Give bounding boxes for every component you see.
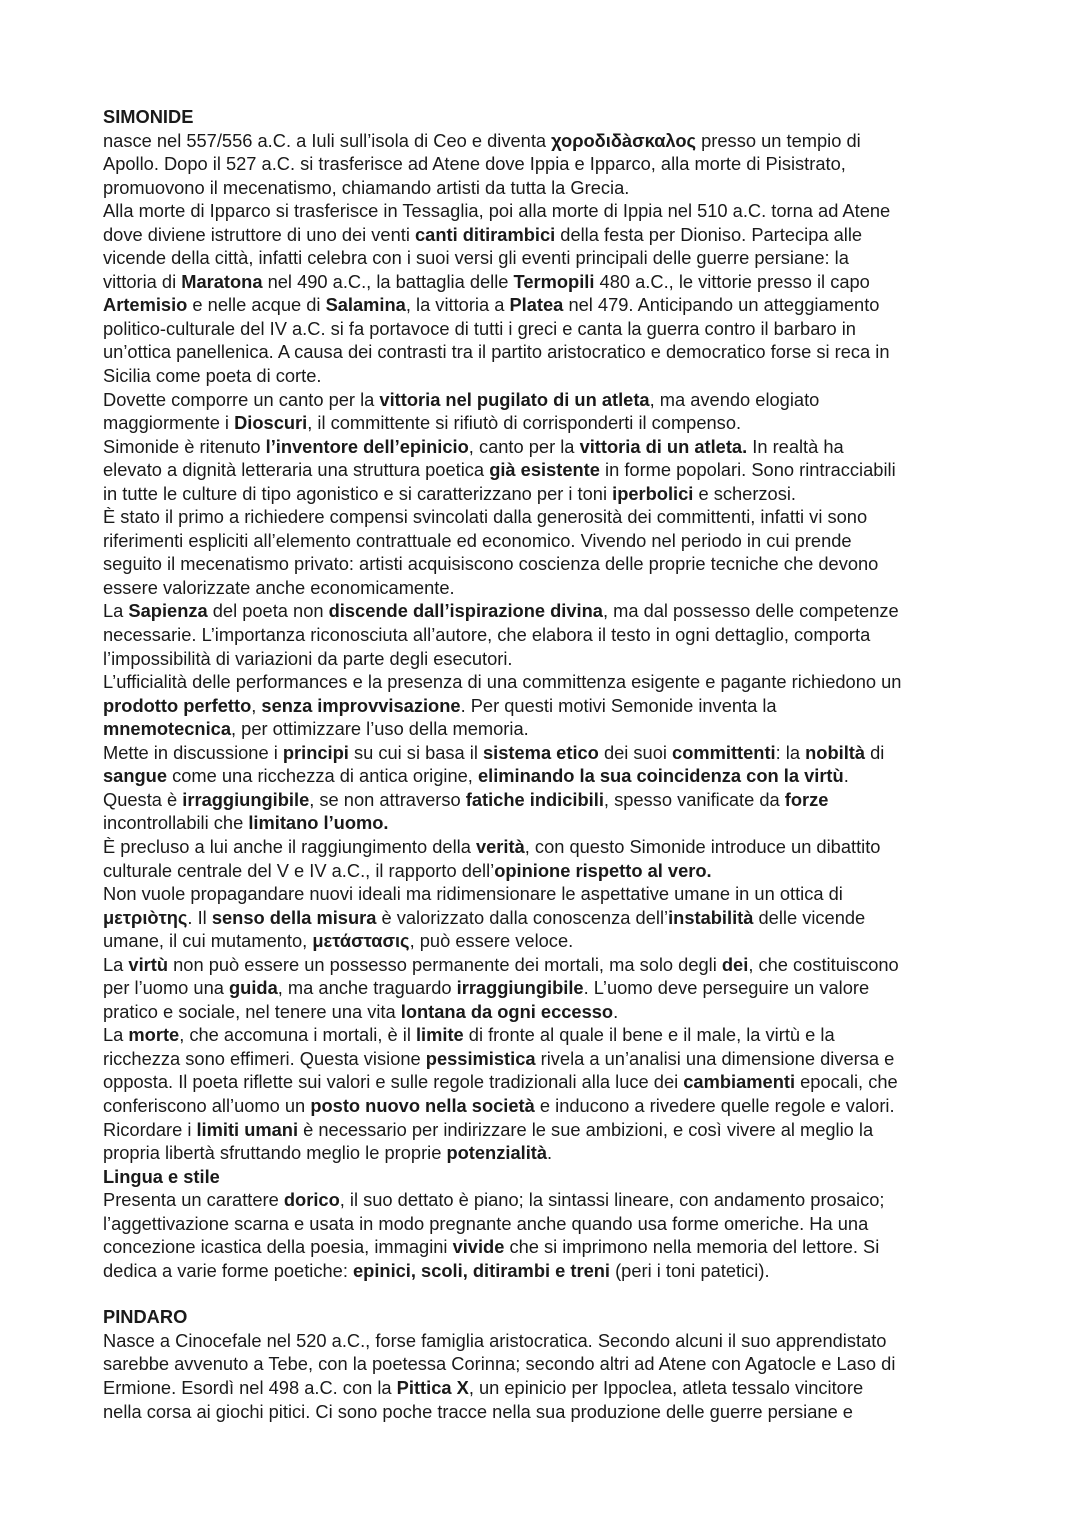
bold-text: vittoria di un atleta. [579,435,748,457]
text-run: vittoria di [103,270,182,292]
text-line [103,293,983,317]
text-line [103,246,983,270]
text-line [103,623,983,647]
text-run: umane, il cui mutamento, [103,930,313,952]
text-line [103,364,983,388]
text-run: Alla morte di Ipparco si trasferisce in Tessaglia, poi alla morte di Ippia nel 510 a.C. torna ad Atene [103,200,891,222]
text-run: politico-culturale del IV a.C. si fa portavoce di tutti i greci e canta la guerra contro il barbaro in [103,317,856,339]
bold-text: Pittica X [396,1376,469,1398]
bold-text: canti ditirambici [415,223,556,245]
text-run: di fronte al quale il bene e il male, la virtù e la [463,1024,835,1046]
text-line [103,1047,983,1071]
text-run: , per ottimizzare l’uso della memoria. [231,718,529,740]
bold-text: limitano l’uomo. [248,812,389,834]
bold-text: fatiche indicibili [465,788,604,810]
text-run: pratico e sociale, nel tenere una vita [103,1000,401,1022]
text-line [103,435,983,459]
simonide-body [103,129,983,1165]
text-line [103,1259,983,1283]
text-run: , che accomuna i mortali, è il [179,1024,416,1046]
bold-text: già esistente [489,459,600,481]
text-run: un’ottica panellenica. A causa dei contrasti tra il partito aristocratico e democratico forse si reca in [103,341,890,363]
text-run: propria libertà sfruttando meglio le proprie [103,1142,447,1164]
text-line [103,741,983,765]
text-run: e scherzosi. [693,482,797,504]
text-line [103,1070,983,1094]
text-run: nel 479. Anticipando un atteggiamento [563,294,880,316]
text-line [103,482,983,506]
bold-text: epinici, scoli, ditirambi e treni [352,1259,611,1281]
text-run: maggiormente i [103,412,235,434]
text-run: Ricordare i [103,1118,197,1140]
text-run: Dovette comporre un canto per la [103,388,380,410]
text-run: riferimenti espliciti all’elemento contrattuale ed economico. Vivendo nel periodo in cui prende [103,529,852,551]
section-title-pindaro: PINDARO [103,1306,188,1328]
text-line [103,694,983,718]
bold-text: morte [128,1024,180,1046]
text-run: , canto per la [468,435,580,457]
bold-text: verità [475,835,525,857]
text-run: , il suo dettato è piano; la sintassi lineare, con andamento prosaico; [339,1189,885,1211]
text-run: non può essere un possesso permanente dei mortali, ma solo degli [168,953,722,975]
text-line [103,388,983,412]
bold-text: Termopili [513,270,595,292]
lingua-stile-body [103,1188,983,1282]
text-line [103,152,983,176]
text-run: La [103,600,129,622]
text-line [103,270,983,294]
text-run: Mette in discussione i [103,741,283,763]
bold-text: posto nuovo nella società [310,1094,535,1116]
bold-text: Dioscuri [234,412,308,434]
text-run: come una ricchezza di antica origine, [167,765,478,787]
text-line [103,176,983,200]
bold-text: sistema etico [483,741,599,763]
bold-text: discende dall’ispirazione divina [328,600,603,622]
bold-text: Platea [509,294,564,316]
text-line [103,1235,983,1259]
bold-text: senza improvvisazione [261,694,461,716]
text-run: e inducono a rivedere quelle regole e valori. [534,1094,895,1116]
text-run: Apollo. Dopo il 527 a.C. si trasferisce ad Atene dove Ippia e Ipparco, alla morte di Pisistrato, [103,153,846,175]
text-run: è necessario per indirizzare le sue ambizioni, e così vivere al meglio la [298,1118,874,1140]
text-run: e nelle acque di [187,294,326,316]
text-run: Non vuole propagandare nuovi ideali ma ridimensionare le aspettative umane in un ottica di [103,883,843,905]
text-run: dedica a varie forme poetiche: [103,1259,353,1281]
bold-text: μετριòτης [103,906,188,928]
bold-text: guida [229,977,278,999]
bold-text: nobiltà [805,741,866,763]
bold-text: dorico [283,1189,340,1211]
bold-text: μετάστασις [312,930,410,952]
text-line [103,1118,983,1142]
text-line [103,1376,983,1400]
text-line [103,1094,983,1118]
text-run: in tutte le culture di tipo agonistico e si caratterizzano per i toni [103,482,613,504]
bold-text: Maratona [181,270,263,292]
bold-text: iperbolici [612,482,694,504]
text-run: necessarie. L’importanza riconosciuta all’autore, che elabora il testo in ogni dettaglio, comporta [103,624,871,646]
text-run: delle vicende [753,906,866,928]
bold-text: dei [721,953,749,975]
bold-text: mnemotecnica [103,718,232,740]
text-run: per l’uomo una [103,977,230,999]
text-line [103,1141,983,1165]
text-run: conferiscono all’uomo un [103,1094,311,1116]
text-run: seguito il mecenatismo privato: artisti acquisiscono coscienza delle proprie tecniche che devono [103,553,879,575]
text-run: L’ufficialità delle performances e la presenza di una committenza esigente e pagante richiedono un [103,671,902,693]
bold-text: principi [282,741,349,763]
text-line [103,859,983,883]
text-run: sarebbe avvenuto a Tebe, con la poetessa Corinna; secondo altri ad Atene con Agatocle e Laso di [103,1353,896,1375]
bold-text: Sapienza [128,600,208,622]
text-run: presso un tempio di [696,129,861,151]
bold-text: potenzialità [446,1142,548,1164]
text-run: . [613,1000,619,1022]
text-run: . Il [187,906,212,928]
bold-text: virtù [128,953,169,975]
bold-text: sangue [103,765,168,787]
bold-text: irraggiungibile [182,788,310,810]
text-line [103,599,983,623]
text-line [103,717,983,741]
text-run: del poeta non [207,600,329,622]
text-line [103,835,983,859]
bold-text: opinione rispetto al vero. [494,859,712,881]
text-run: . L’uomo deve perseguire un valore [583,977,870,999]
text-line [103,1212,983,1236]
text-run: opposta. Il poeta riflette sui valori e sulle regole tradizionali alla luce dei [103,1071,684,1093]
text-run: ricchezza sono effimeri. Questa visione [103,1047,426,1069]
text-run: nella corsa ai giochi pitici. Ci sono poche tracce nella sua produzione delle guerre persiane e [103,1400,853,1422]
text-run: è valorizzato dalla conoscenza dell’ [376,906,669,928]
text-run: , ma anche traguardo [277,977,457,999]
section-title-simonide: SIMONIDE [103,106,194,127]
text-run: Ermione. Esordì nel 498 a.C. con la [103,1376,397,1398]
bold-text: eliminando la sua coincidenza con la virtù [477,765,844,787]
text-run: Nasce a Cinocefale nel 520 a.C., forse famiglia aristocratica. Secondo alcuni il suo apprendistato [103,1329,887,1351]
text-run: È precluso a lui anche il raggiungimento della [103,835,476,857]
text-line [103,1400,983,1424]
text-run: incontrollabili che [103,812,249,834]
text-run: (peri i toni patetici). [610,1259,770,1281]
text-line [103,529,983,553]
text-run: di [865,741,885,763]
text-line [103,1329,983,1353]
text-run: vicende della città, infatti celebra con i suoi versi gli eventi principali delle guerre persiane: la [103,247,849,269]
bold-text: pessimistica [425,1047,536,1069]
bold-text: vittoria nel pugilato di un atleta [379,388,650,410]
bold-text: committenti [672,741,776,763]
text-line [103,929,983,953]
text-line [103,411,983,435]
text-line [103,953,983,977]
text-run: , [251,694,262,716]
text-line [103,976,983,1000]
text-line [103,1023,983,1047]
text-run: concezione icastica della poesia, immagini [103,1236,453,1258]
bold-text: Salamina [325,294,406,316]
text-run: che si imprimono nella memoria del lettore. Si [504,1236,880,1258]
text-run: , se non attraverso [309,788,466,810]
text-line [103,788,983,812]
bold-text: limiti umani [196,1118,299,1140]
text-run: essere valorizzate anche economicamente. [103,576,455,598]
bold-text: cambiamenti [683,1071,796,1093]
bold-text: Artemisio [103,294,188,316]
text-run: , può essere veloce. [409,930,574,952]
bold-text: irraggiungibile [456,977,584,999]
text-run: In realtà ha [747,435,844,457]
text-run: 480 a.C., le vittorie presso il capo [594,270,870,292]
text-run: . [843,765,849,787]
text-run: , che costituiscono [748,953,899,975]
text-line [103,764,983,788]
text-run: , con questo Simonide introduce un dibattito [524,835,881,857]
text-run: Sicilia come poeta di corte. [103,365,322,387]
bold-text: instabilità [668,906,754,928]
text-run: : la [775,741,806,763]
text-run: , spesso vanificate da [603,788,785,810]
text-run: epocali, che [795,1071,898,1093]
text-run: rivela a un’analisi una dimensione diversa e [535,1047,895,1069]
text-run: La [103,1024,129,1046]
text-line [103,576,983,600]
bold-text: χοροδιδàσκαλος [551,129,697,151]
text-run: , la vittoria a [405,294,510,316]
text-run: della festa per Dioniso. Partecipa alle [555,223,863,245]
bold-text: prodotto perfetto [103,694,252,716]
text-line [103,505,983,529]
text-line [103,552,983,576]
bold-text: vivide [452,1236,505,1258]
text-run: , ma avendo elogiato [649,388,820,410]
text-run: l’impossibilità di variazioni da parte degli esecutori. [103,647,513,669]
section-gap [103,1282,983,1305]
text-line [103,340,983,364]
bold-text: senso della misura [211,906,377,928]
text-run: , il committente si rifiutò di corrisponderti il compenso. [307,412,742,434]
text-line [103,670,983,694]
text-line [103,1000,983,1024]
text-run: , ma dal possesso delle competenze [602,600,899,622]
text-line [103,811,983,835]
text-run: su cui si basa il [348,741,484,763]
text-line [103,1188,983,1212]
text-line [103,906,983,930]
section-title-lingua-stile: Lingua e stile [103,1165,220,1187]
text-line [103,882,983,906]
bold-text: limite [415,1024,464,1046]
text-run: dove diviene istruttore di uno dei venti [103,223,415,245]
text-line [103,647,983,671]
text-run: Simonide è ritenuto [103,435,266,457]
text-run: La [103,953,129,975]
text-run: Presenta un carattere [103,1189,284,1211]
text-run: elevato a dignità letteraria una struttura poetica [103,459,490,481]
text-run: . Per questi motivi Semonide inventa la [460,694,777,716]
text-run: È stato il primo a richiedere compensi svincolati dalla generosità dei committenti, infatti vi sono [103,506,868,528]
text-line [103,199,983,223]
text-run: . [547,1142,553,1164]
text-run: l’aggettivazione scarna e usata in modo pregnante anche quando usa forme omeriche. Ha una [103,1212,869,1234]
pindaro-body [103,1329,983,1423]
bold-text: forze [784,788,829,810]
text-line [103,223,983,247]
text-line [103,317,983,341]
text-run: nasce nel 557/556 a.C. a Iuli sull’isola di Ceo e diventa [103,129,552,151]
text-run: culturale centrale del V e IV a.C., il rapporto dell’ [103,859,495,881]
text-run: dei suoi [598,741,673,763]
text-run: Questa è [103,788,183,810]
bold-text: l’inventore dell’epinicio [265,435,469,457]
text-run: in forme popolari. Sono rintracciabili [599,459,896,481]
document-page [103,105,983,1423]
bold-text: lontana da ogni eccesso [400,1000,614,1022]
text-run: , un epinicio per Ippoclea, atleta tessalo vincitore [468,1376,864,1398]
text-run: nel 490 a.C., la battaglia delle [262,270,514,292]
text-line [103,458,983,482]
text-run: promuovono il mecenatismo, chiamando artisti da tutta la Grecia. [103,176,630,198]
text-line [103,129,983,153]
text-line [103,1352,983,1376]
